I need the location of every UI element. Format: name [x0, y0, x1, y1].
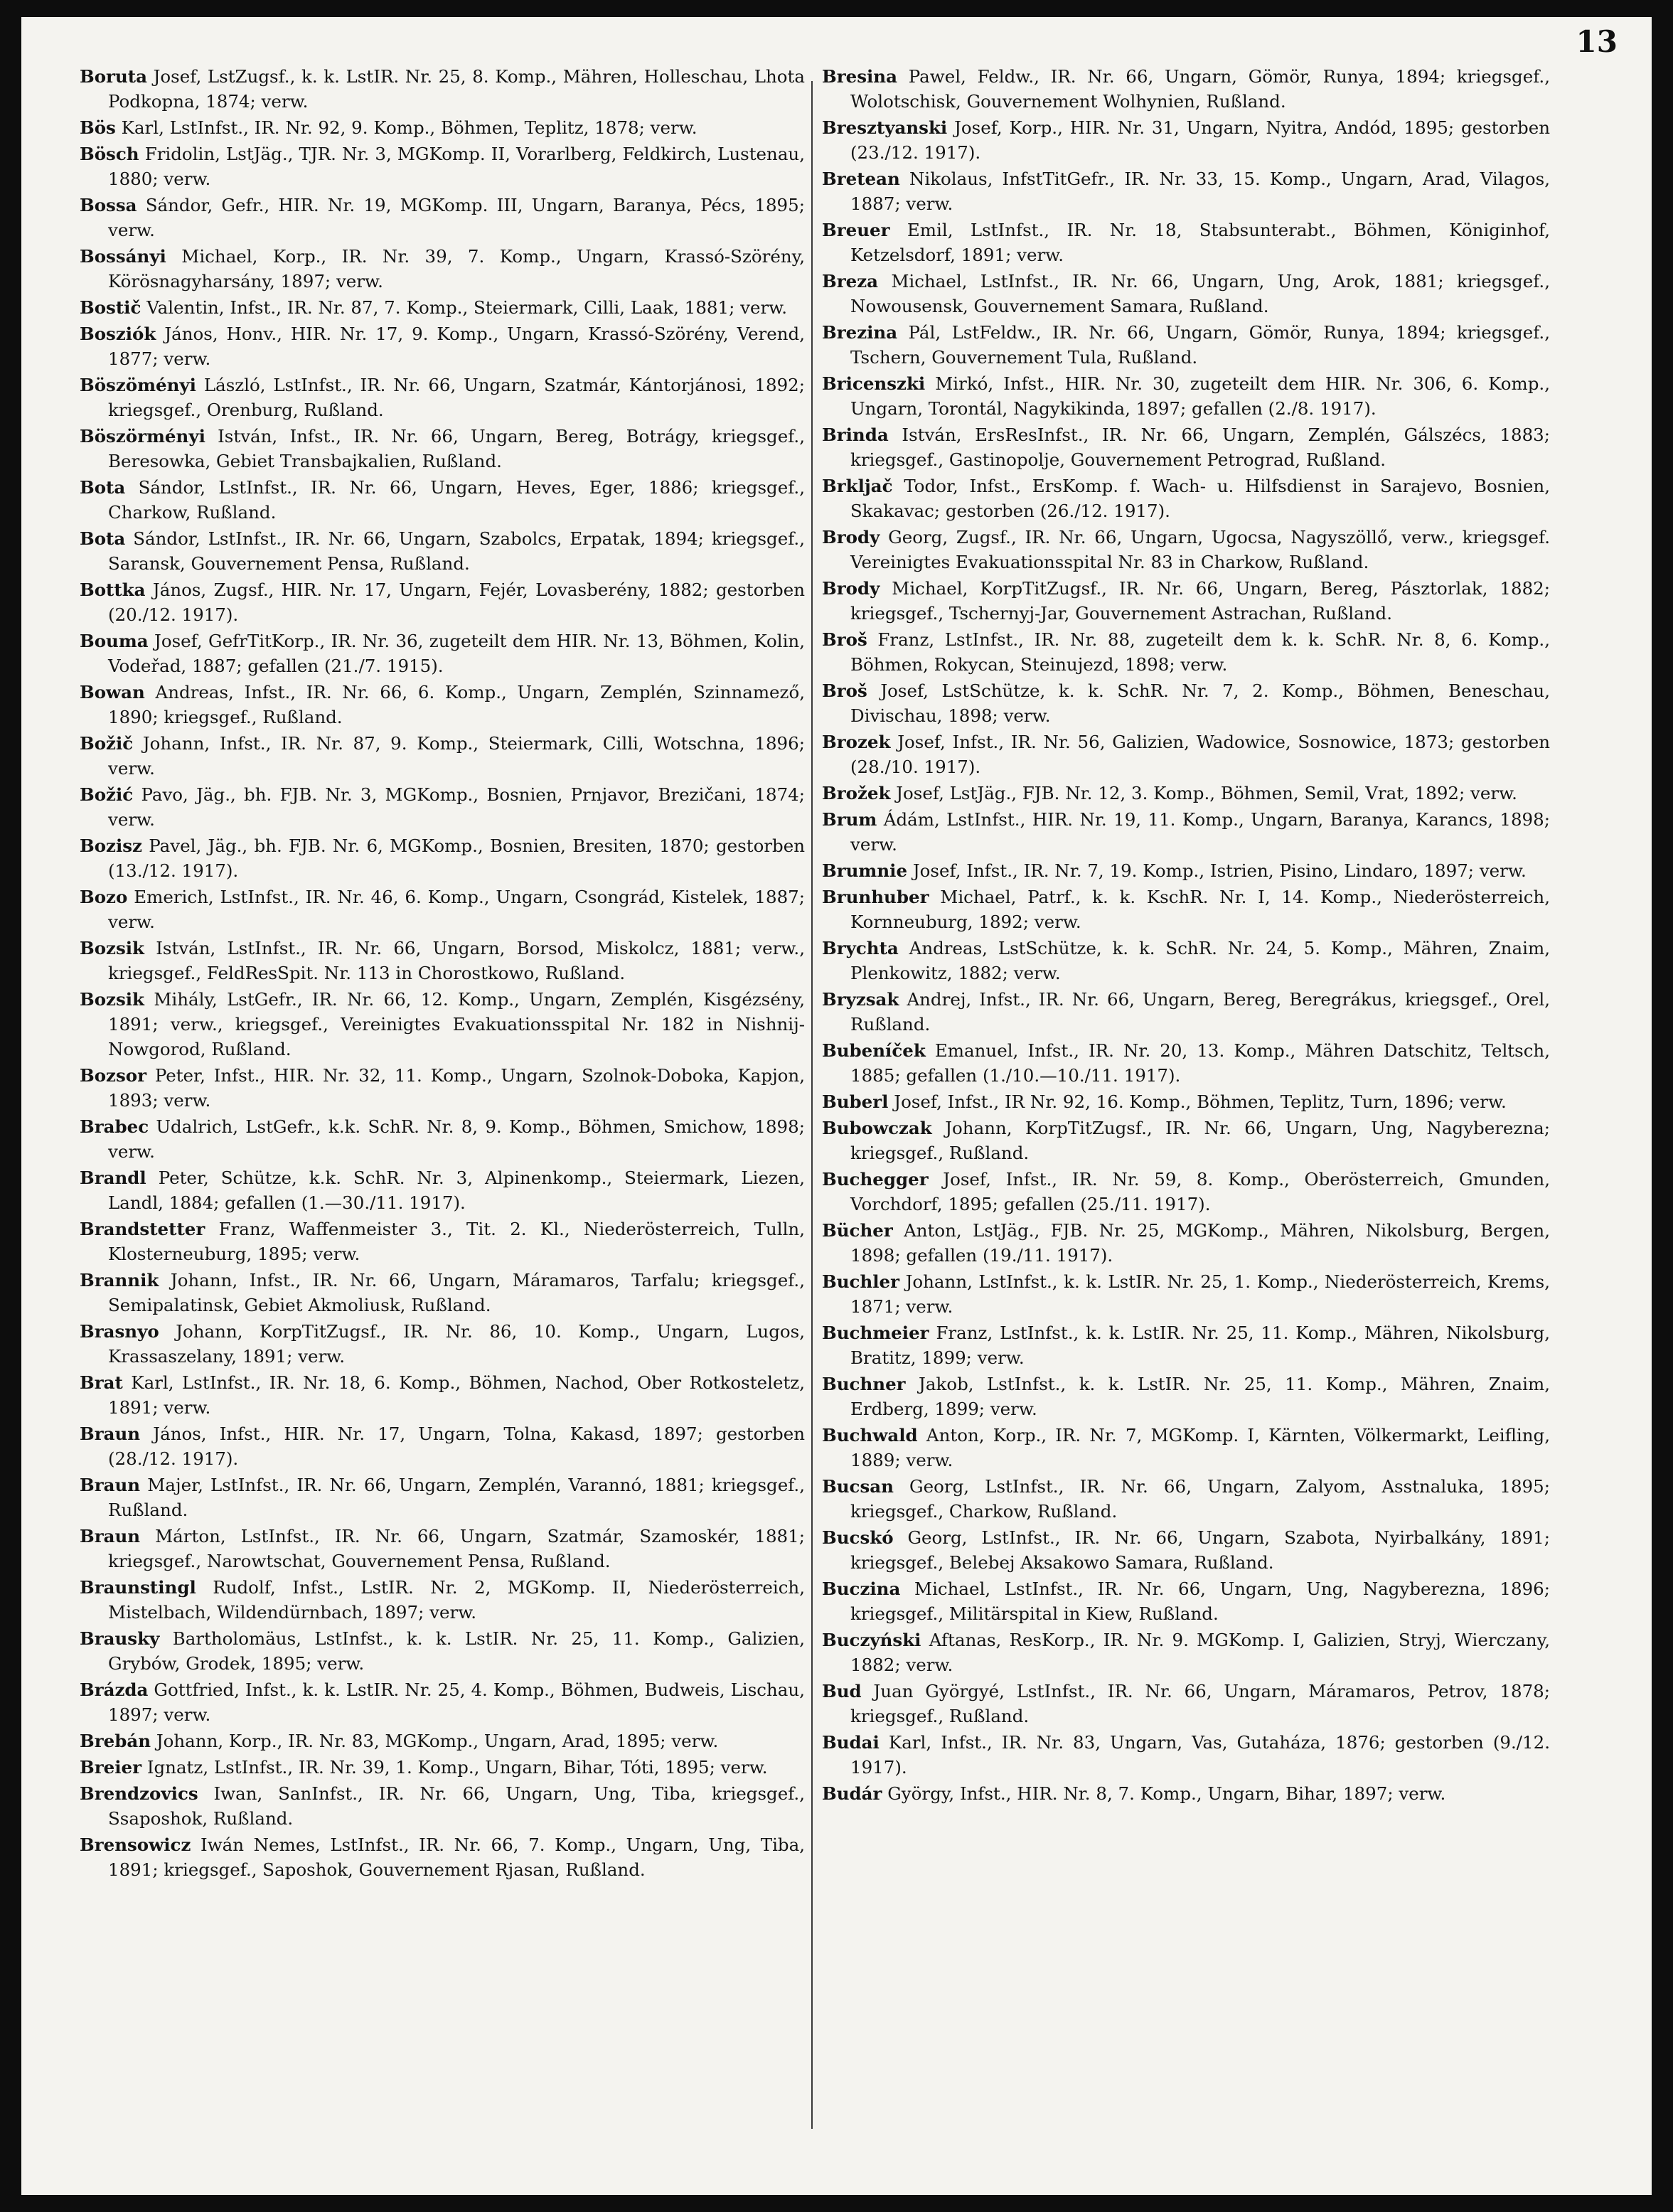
entry-surname: Brunhuber	[822, 887, 929, 907]
entry-surname: Bryzsak	[822, 989, 899, 1010]
entry-surname: Bowan	[80, 682, 145, 702]
entry-details: Josef, LstZugsf., k. k. LstIR. Nr. 25, 8. Komp., Mähren, Holleschau, Lhota Podkopna, 1874; verw.	[108, 66, 806, 112]
entry-surname: Brkljač	[822, 476, 893, 496]
roster-entry	[822, 1320, 1550, 1370]
roster-entry	[80, 64, 805, 114]
entry-surname: Breier	[80, 1757, 142, 1778]
roster-entry	[822, 1730, 1550, 1780]
entry-details: Emanuel, Infst., IR. Nr. 20, 13. Komp., Mähren Datschitz, Teltsch, 1885; gefallen (1./10.—10./11. 1917).	[850, 1040, 1550, 1086]
entry-details: Karl, LstInfst., IR. Nr. 18, 6. Komp., Böhmen, Nachod, Ober Rotkosteletz, 1891; verw.	[108, 1372, 805, 1418]
entry-details: Ignatz, LstInfst., IR. Nr. 39, 1. Komp., Ungarn, Bihar, Tóti, 1895; verw.	[146, 1757, 768, 1778]
entry-surname: Bossányi	[80, 246, 166, 267]
entry-details: Aftanas, ResKorp., IR. Nr. 9. MGKomp. I, Galizien, Stryj, Wierczany, 1882; verw.	[850, 1630, 1550, 1675]
roster-entry	[822, 1167, 1550, 1217]
entry-surname: Bricenszki	[822, 373, 926, 394]
entry-surname: Budár	[822, 1783, 882, 1804]
entry-details: Andrej, Infst., IR. Nr. 66, Ungarn, Bereg, Beregrákus, kriegsgef., Orel, Rußland.	[850, 989, 1550, 1035]
roster-entry	[822, 371, 1550, 421]
entry-surname: Bucsan	[822, 1476, 894, 1497]
entry-details: Josef, Korp., HIR. Nr. 31, Ungarn, Nyitra, Andód, 1895; gestorben (23./12. 1917).	[850, 117, 1550, 163]
roster-entry	[80, 885, 805, 934]
entry-details: Karl, LstInfst., IR. Nr. 92, 9. Komp., Böhmen, Teplitz, 1878; verw.	[121, 117, 697, 138]
entry-surname: Böszörményi	[80, 426, 205, 447]
entry-details: Josef, Infst., IR Nr. 92, 16. Komp., Böhmen, Teplitz, Turn, 1896; verw.	[894, 1091, 1507, 1112]
entry-surname: Buchwald	[822, 1425, 918, 1446]
roster-entry	[80, 295, 805, 320]
entry-surname: Brumnie	[822, 860, 908, 881]
roster-entry	[822, 678, 1550, 728]
roster-entry	[80, 782, 805, 832]
entry-details: Michael, Patrf., k. k. KschR. Nr. I, 14. Komp., Niederösterreich, Kornneuburg, 1892; verw.	[850, 887, 1550, 932]
roster-entry	[822, 525, 1550, 575]
roster-entry	[80, 1268, 805, 1318]
entry-details: Mirkó, Infst., HIR. Nr. 30, zugeteilt dem HIR. Nr. 306, 6. Komp., Ungarn, Torontál, Nagykikinda, 1897; gefallen (2./8. 1917).	[850, 373, 1551, 419]
entry-surname: Brum	[822, 809, 877, 830]
roster-entry	[822, 64, 1550, 114]
entry-details: Pawel, Feldw., IR. Nr. 66, Ungarn, Gömör, Runya, 1894; kriegsgef., Wolotschisk, Gouvernement Wolhynien, Rußland.	[850, 66, 1550, 112]
roster-entry	[822, 1116, 1550, 1165]
roster-entry	[80, 731, 805, 781]
roster-entry	[80, 987, 805, 1062]
entry-details: Valentin, Infst., IR. Nr. 87, 7. Komp., Steiermark, Cilli, Laak, 1881; verw.	[146, 297, 788, 318]
roster-entry	[80, 1063, 805, 1113]
roster-entry	[822, 858, 1550, 883]
roster-entry	[822, 1218, 1550, 1268]
entry-surname: Bresina	[822, 66, 897, 87]
roster-entry	[80, 1626, 805, 1676]
roster-entry	[822, 1781, 1550, 1806]
entry-surname: Buchegger	[822, 1169, 929, 1190]
entry-surname: Braunstingl	[80, 1577, 196, 1598]
entry-details: Andreas, Infst., IR. Nr. 66, 6. Komp., Ungarn, Zemplén, Szinnamező, 1890; kriegsgef., Rußland.	[108, 682, 806, 727]
roster-entry	[822, 1576, 1550, 1626]
entry-surname: Bouma	[80, 631, 149, 651]
roster-entry	[822, 885, 1550, 934]
roster-entry	[80, 424, 805, 474]
roster-entry	[822, 115, 1550, 165]
entry-surname: Brožek	[822, 783, 891, 803]
entry-details: Pavo, Jäg., bh. FJB. Nr. 3, MGKomp., Bosnien, Prnjavor, Brezičani, 1874; verw.	[108, 784, 805, 830]
entry-details: Mihály, LstGefr., IR. Nr. 66, 12. Komp., Ungarn, Zemplén, Kisgézsény, 1891; verw., kriegsgef., Vereinigtes Evakuationsspital Nr. 182 in Nishnij-Nowgorod, Rußland.	[108, 989, 805, 1059]
entry-surname: Buchmeier	[822, 1323, 929, 1343]
entry-details: Josef, LstJäg., FJB. Nr. 12, 3. Komp., Böhmen, Semil, Vrat, 1892; verw.	[896, 783, 1517, 803]
entry-details: Pál, LstFeldw., IR. Nr. 66, Ungarn, Gömör, Runya, 1894; kriegsgef., Tschern, Gouvernement Tula, Rußland.	[850, 322, 1551, 368]
roster-entry	[80, 141, 805, 191]
roster-entry	[80, 1421, 805, 1471]
roster-entry	[822, 320, 1550, 370]
entry-details: István, ErsResInfst., IR. Nr. 66, Ungarn, Zemplén, Gálszécs, 1883; kriegsgef., Gastinopolje, Gouvernement Petrograd, Rußland.	[850, 424, 1550, 470]
entry-surname: Brabec	[80, 1116, 149, 1137]
entry-details: Fridolin, LstJäg., TJR. Nr. 3, MGKomp. II, Vorarlberg, Feldkirch, Lustenau, 1880; verw.	[108, 144, 805, 189]
entry-surname: Breza	[822, 271, 878, 292]
entry-details: Michael, KorpTitZugsf., IR. Nr. 66, Ungarn, Bereg, Pásztorlak, 1882; kriegsgef., Tschernyj-Jar, Gouvernement Astrachan, Rußland.	[850, 578, 1550, 624]
entry-details: Nikolaus, InfstTitGefr., IR. Nr. 33, 15. Komp., Ungarn, Arad, Vilagos, 1887; verw.	[850, 169, 1551, 214]
roster-entry	[80, 1677, 805, 1727]
roster-entry	[80, 577, 805, 627]
roster-entry	[80, 1114, 805, 1164]
entry-details: László, LstInfst., IR. Nr. 66, Ungarn, Szatmár, Kántorjánosi, 1892; kriegsgef., Orenburg, Rußland.	[108, 375, 805, 420]
entry-surname: Brinda	[822, 424, 889, 445]
roster-entry	[80, 1729, 805, 1753]
entry-surname: Budai	[822, 1732, 880, 1753]
entry-details: István, LstInfst., IR. Nr. 66, Ungarn, Borsod, Miskolcz, 1881; verw., kriegsgef., FeldResSpit. Nr. 113 in Chorostkowo, Rußland.	[108, 938, 805, 983]
roster-entry	[80, 1781, 805, 1831]
roster-entry	[822, 422, 1550, 472]
roster-entry	[822, 1474, 1550, 1524]
roster-entry	[822, 1089, 1550, 1114]
entry-surname: Bubeníček	[822, 1040, 926, 1061]
entry-surname: Bozo	[80, 887, 128, 907]
entry-surname: Buchler	[822, 1271, 900, 1292]
roster-entry	[822, 1423, 1550, 1473]
roster-entry	[822, 730, 1550, 779]
entry-surname: Broš	[822, 629, 867, 650]
roster-entry	[80, 475, 805, 525]
entry-details: Georg, LstInfst., IR. Nr. 66, Ungarn, Szabota, Nyirbalkány, 1891; kriegsgef., Belebej Aksakowo Samara, Rußland.	[850, 1527, 1550, 1573]
roster-entry	[80, 1217, 805, 1266]
entry-surname: Brozek	[822, 732, 891, 752]
entry-surname: Bozsor	[80, 1065, 147, 1086]
entry-details: Josef, LstSchütze, k. k. SchR. Nr. 7, 2. Komp., Böhmen, Beneschau, Divischau, 1898; verw.	[850, 680, 1550, 726]
roster-entry	[80, 373, 805, 422]
roster-entry	[822, 1038, 1550, 1088]
entry-details: Anton, LstJäg., FJB. Nr. 25, MGKomp., Mähren, Nikolsburg, Bergen, 1898; gefallen (19./11. 1917).	[850, 1220, 1550, 1266]
roster-entry	[80, 1319, 805, 1369]
entry-details: Michael, Korp., IR. Nr. 39, 7. Komp., Ungarn, Krassó-Szörény, Körösnagyharsány, 1897; verw.	[108, 246, 805, 292]
entry-surname: Bud	[822, 1681, 862, 1701]
entry-details: Johann, Korp., IR. Nr. 83, MGKomp., Ungarn, Arad, 1895; verw.	[156, 1731, 719, 1751]
entry-details: Josef, GefrTitKorp., IR. Nr. 36, zugeteilt dem HIR. Nr. 13, Böhmen, Kolin, Vodeřad, 1887; gefallen (21./7. 1915).	[108, 631, 805, 676]
entry-details: Anton, Korp., IR. Nr. 7, MGKomp. I, Kärnten, Völkermarkt, Leifling, 1889; verw.	[850, 1425, 1550, 1470]
entry-details: Márton, LstInfst., IR. Nr. 66, Ungarn, Szatmár, Szamoskér, 1881; kriegsgef., Narowtschat, Gouvernement Pensa, Rußland.	[108, 1526, 805, 1571]
entry-details: Ádám, LstInfst., HIR. Nr. 19, 11. Komp., Ungarn, Baranya, Karancs, 1898; verw.	[850, 809, 1550, 855]
entry-surname: Brannik	[80, 1270, 159, 1291]
entry-surname: Brasnyo	[80, 1321, 159, 1342]
entry-surname: Bretean	[822, 169, 900, 189]
roster-entry	[822, 781, 1550, 806]
roster-entry	[80, 1524, 805, 1573]
roster-entry	[822, 576, 1550, 626]
roster-entry	[80, 1832, 805, 1882]
roster-entry	[822, 1679, 1550, 1729]
entry-details: Sándor, Gefr., HIR. Nr. 19, MGKomp. III, Ungarn, Baranya, Pécs, 1895; verw.	[108, 195, 805, 240]
entry-details: István, Infst., IR. Nr. 66, Ungarn, Bereg, Botrágy, kriegsgef., Beresowka, Gebiet Transbajkalien, Rußland.	[108, 426, 805, 471]
entry-surname: Buczina	[822, 1578, 901, 1599]
entry-surname: Brezina	[822, 322, 898, 343]
entry-surname: Braun	[80, 1423, 141, 1444]
entry-details: János, Zugsf., HIR. Nr. 17, Ungarn, Fejér, Lovasberény, 1882; gestorben (20./12. 1917).	[108, 579, 805, 625]
entry-details: Emerich, LstInfst., IR. Nr. 46, 6. Komp., Ungarn, Csongrád, Kistelek, 1887; verw.	[108, 887, 805, 932]
entry-details: Georg, LstInfst., IR. Nr. 66, Ungarn, Zalyom, Asstnaluka, 1895; kriegsgef., Charkow, Rußland.	[850, 1476, 1550, 1522]
roster-entry	[822, 936, 1550, 985]
entry-details: Iwán Nemes, LstInfst., IR. Nr. 66, 7. Komp., Ungarn, Ung, Tiba, 1891; kriegsgef., Saposhok, Gouvernement Rjasan, Rußland.	[108, 1834, 805, 1880]
roster-entry	[822, 269, 1550, 319]
left-column	[80, 64, 805, 1884]
entry-surname: Božić	[80, 784, 134, 805]
entry-surname: Braun	[80, 1526, 141, 1546]
entry-details: Iwan, SanInfst., IR. Nr. 66, Ungarn, Ung, Tiba, kriegsgef., Ssaposhok, Rußland.	[108, 1783, 805, 1829]
entry-surname: Brendzovics	[80, 1783, 198, 1804]
roster-entry	[80, 115, 805, 140]
document-page	[21, 17, 1652, 2195]
entry-surname: Brandstetter	[80, 1219, 205, 1239]
entry-details: Johann, Infst., IR. Nr. 66, Ungarn, Máramaros, Tarfalu; kriegsgef., Semipalatinsk, Gebiet Akmoliusk, Rußland.	[108, 1270, 805, 1315]
entry-surname: Böszöményi	[80, 375, 196, 395]
column-divider	[811, 81, 813, 2129]
entry-surname: Buchner	[822, 1374, 906, 1394]
roster-entry	[822, 166, 1550, 216]
right-column	[822, 64, 1550, 1807]
entry-surname: Bucskó	[822, 1527, 894, 1548]
entry-surname: Bozsik	[80, 989, 145, 1010]
entry-surname: Brebán	[80, 1731, 151, 1751]
entry-details: Sándor, LstInfst., IR. Nr. 66, Ungarn, Szabolcs, Erpatak, 1894; kriegsgef., Saransk, Gouvernement Pensa, Rußland.	[108, 528, 805, 574]
entry-surname: Buczyński	[822, 1630, 921, 1650]
entry-surname: Boruta	[80, 66, 147, 87]
roster-entry	[822, 1628, 1550, 1677]
roster-entry	[822, 474, 1550, 523]
entry-details: Josef, Infst., IR. Nr. 56, Galizien, Wadowice, Sosnowice, 1873; gestorben (28./10. 1917).	[850, 732, 1550, 777]
entry-surname: Brázda	[80, 1679, 149, 1700]
roster-entry	[80, 629, 805, 678]
entry-details: Michael, LstInfst., IR. Nr. 66, Ungarn, Ung, Nagyberezna, 1896; kriegsgef., Militärspital in Kiew, Rußland.	[850, 1578, 1550, 1624]
roster-entry	[80, 1755, 805, 1780]
entry-surname: Bossa	[80, 195, 137, 215]
entry-surname: Bostič	[80, 297, 141, 318]
entry-surname: Brensowicz	[80, 1834, 191, 1855]
entry-surname: Braun	[80, 1475, 141, 1495]
entry-surname: Bottka	[80, 579, 146, 600]
entry-surname: Bota	[80, 477, 126, 498]
entry-details: Peter, Infst., HIR. Nr. 32, 11. Komp., Ungarn, Szolnok-Doboka, Kapjon, 1893; verw.	[108, 1065, 805, 1111]
entry-details: Emil, LstInfst., IR. Nr. 18, Stabsunterabt., Böhmen, Königinhof, Ketzelsdorf, 1891; verw.	[850, 220, 1550, 265]
roster-entry	[822, 627, 1550, 677]
entry-details: Michael, LstInfst., IR. Nr. 66, Ungarn, Ung, Arok, 1881; kriegsgef., Nowousensk, Gouvernement Samara, Rußland.	[850, 271, 1550, 316]
entry-surname: Brat	[80, 1372, 123, 1393]
entry-details: Sándor, LstInfst., IR. Nr. 66, Ungarn, Heves, Eger, 1886; kriegsgef., Charkow, Rußland.	[108, 477, 805, 523]
roster-entry	[80, 526, 805, 576]
roster-entry	[80, 193, 805, 242]
entry-details: Andreas, LstSchütze, k. k. SchR. Nr. 24, 5. Komp., Mähren, Znaim, Plenkowitz, 1882; verw.	[850, 938, 1550, 983]
entry-details: Karl, Infst., IR. Nr. 83, Ungarn, Vas, Gutaháza, 1876; gestorben (9./12. 1917).	[850, 1732, 1550, 1778]
roster-entry	[80, 321, 805, 371]
entry-surname: Brandl	[80, 1168, 146, 1188]
entry-surname: Bozsik	[80, 938, 145, 958]
roster-entry	[80, 1165, 805, 1215]
entry-details: Juan Györgyé, LstInfst., IR. Nr. 66, Ungarn, Máramaros, Petrov, 1878; kriegsgef., Rußland.	[850, 1681, 1550, 1726]
roster-entry	[822, 218, 1550, 267]
entry-details: Majer, LstInfst., IR. Nr. 66, Ungarn, Zemplén, Varannó, 1881; kriegsgef., Rußland.	[108, 1475, 805, 1520]
roster-entry	[80, 244, 805, 294]
entry-details: Johann, LstInfst., k. k. LstIR. Nr. 25, 1. Komp., Niederösterreich, Krems, 1871; verw.	[850, 1271, 1550, 1317]
entry-details: Rudolf, Infst., LstIR. Nr. 2, MGKomp. II, Niederösterreich, Mistelbach, Wildendürnbach, 1897; verw.	[108, 1577, 805, 1623]
entry-details: Johann, Infst., IR. Nr. 87, 9. Komp., Steiermark, Cilli, Wotschna, 1896; verw.	[108, 733, 805, 779]
roster-entry	[822, 1372, 1550, 1421]
entry-details: Josef, Infst., IR. Nr. 59, 8. Komp., Oberösterreich, Gmunden, Vorchdorf, 1895; gefallen (25./11. 1917).	[850, 1169, 1550, 1214]
entry-surname: Bös	[80, 117, 116, 138]
entry-details: Josef, Infst., IR. Nr. 7, 19. Komp., Istrien, Pisino, Lindaro, 1897; verw.	[912, 860, 1527, 881]
entry-details: Pavel, Jäg., bh. FJB. Nr. 6, MGKomp., Bosnien, Bresiten, 1870; gestorben (13./12. 1917).	[108, 835, 805, 881]
roster-entry	[80, 833, 805, 883]
roster-entry	[80, 1473, 805, 1522]
entry-details: Todor, Infst., ErsKomp. f. Wach- u. Hilfsdienst in Sarajevo, Bosnien, Skakavac; gestorben (26./12. 1917).	[850, 476, 1551, 521]
entry-details: Bartholomäus, LstInfst., k. k. LstIR. Nr. 25, 11. Komp., Galizien, Grybów, Grodek, 1895; verw.	[108, 1628, 805, 1674]
entry-details: Franz, LstInfst., IR. Nr. 88, zugeteilt dem k. k. SchR. Nr. 8, 6. Komp., Böhmen, Rokycan, Steinujezd, 1898; verw.	[850, 629, 1550, 675]
entry-surname: Brody	[822, 578, 880, 599]
entry-details: György, Infst., HIR. Nr. 8, 7. Komp., Ungarn, Bihar, 1897; verw.	[887, 1783, 1446, 1804]
roster-entry	[822, 1525, 1550, 1575]
roster-entry	[822, 987, 1550, 1037]
entry-surname: Breuer	[822, 220, 890, 240]
roster-entry	[822, 1269, 1550, 1319]
entry-details: Georg, Zugsf., IR. Nr. 66, Ungarn, Ugocsa, Nagyszöllő, verw., kriegsgef. Vereinigtes Evakuationsspital Nr. 83 in Charkow, Rußland.	[850, 527, 1550, 572]
entry-surname: Brychta	[822, 938, 899, 958]
entry-details: János, Honv., HIR. Nr. 17, 9. Komp., Ungarn, Krassó-Szörény, Verend, 1877; verw.	[108, 324, 805, 369]
entry-surname: Bösch	[80, 144, 139, 164]
entry-details: Peter, Schütze, k.k. SchR. Nr. 3, Alpinenkomp., Steiermark, Liezen, Landl, 1884; gefallen (1.—30./11. 1917).	[108, 1168, 805, 1213]
entry-surname: Bresztyanski	[822, 117, 948, 138]
entry-details: Johann, KorpTitZugsf., IR. Nr. 86, 10. Komp., Ungarn, Lugos, Krassaszelany, 1891; verw.	[108, 1321, 805, 1367]
entry-surname: Bozisz	[80, 835, 142, 856]
entry-surname: Bosziók	[80, 324, 156, 344]
entry-surname: Bota	[80, 528, 126, 549]
roster-entry	[80, 936, 805, 985]
entry-details: Franz, Waffenmeister 3., Tit. 2. Kl., Niederösterreich, Tulln, Klosterneuburg, 1895; verw.	[108, 1219, 805, 1264]
entry-details: János, Infst., HIR. Nr. 17, Ungarn, Tolna, Kakasd, 1897; gestorben (28./12. 1917).	[108, 1423, 805, 1469]
entry-surname: Brody	[822, 527, 880, 547]
entry-details: Jakob, LstInfst., k. k. LstIR. Nr. 25, 11. Komp., Mähren, Znaim, Erdberg, 1899; verw.	[850, 1374, 1550, 1419]
roster-entry	[822, 807, 1550, 857]
entry-surname: Bubowczak	[822, 1118, 932, 1138]
entry-surname: Bücher	[822, 1220, 893, 1241]
page-number: 13	[1576, 24, 1618, 59]
roster-entry	[80, 680, 805, 730]
entry-details: Udalrich, LstGefr., k.k. SchR. Nr. 8, 9. Komp., Böhmen, Smichow, 1898; verw.	[108, 1116, 805, 1162]
entry-surname: Brausky	[80, 1628, 160, 1649]
entry-details: Franz, LstInfst., k. k. LstIR. Nr. 25, 11. Komp., Mähren, Nikolsburg, Bratitz, 1899; verw.	[850, 1323, 1550, 1368]
roster-entry	[80, 1575, 805, 1625]
entry-surname: Broš	[822, 680, 867, 701]
entry-surname: Božič	[80, 733, 134, 754]
entry-surname: Buberl	[822, 1091, 889, 1112]
entry-details: Johann, KorpTitZugsf., IR. Nr. 66, Ungarn, Ung, Nagyberezna; kriegsgef., Rußland.	[850, 1118, 1550, 1163]
entry-details: Gottfried, Infst., k. k. LstIR. Nr. 25, 4. Komp., Böhmen, Budweis, Lischau, 1897; verw.	[108, 1679, 805, 1725]
roster-entry	[80, 1370, 805, 1420]
